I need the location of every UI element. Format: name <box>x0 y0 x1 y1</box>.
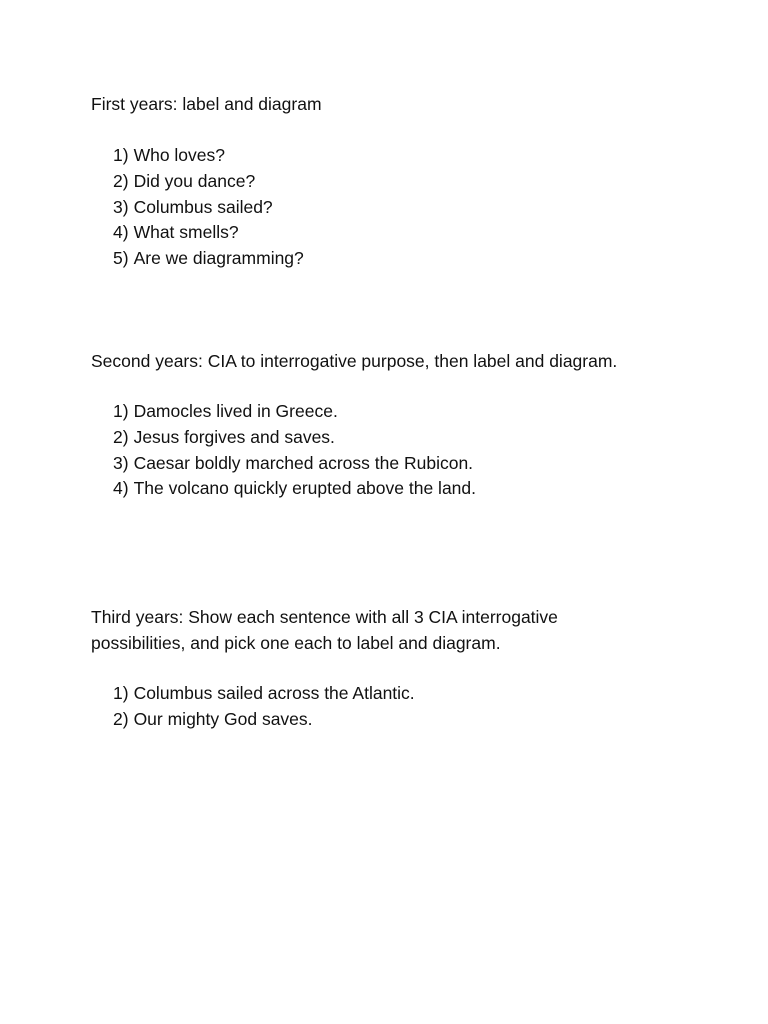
item-text: Our mighty God saves. <box>133 708 313 729</box>
item-text: Columbus sailed across the Atlantic. <box>133 683 415 703</box>
list-item <box>113 707 415 733</box>
item-number: 1) <box>113 683 129 703</box>
list-item <box>113 220 304 246</box>
item-text: The volcano quickly erupted above the land. <box>133 478 477 499</box>
item-text: Damocles lived in Greece. <box>133 401 338 421</box>
item-text: Are we diagramming? <box>133 248 304 269</box>
section-heading-third-years: Third years: Show each sentence with all 3 CIA interrogative possibilities, and pick one each to label and diagram. <box>91 607 558 653</box>
item-number: 3) <box>113 196 129 217</box>
list-item <box>113 425 476 451</box>
section-heading-first-years: First years: label and diagram <box>91 94 322 114</box>
list-item <box>113 143 304 169</box>
list-item <box>113 195 304 221</box>
list-item <box>113 681 415 707</box>
item-text: Jesus forgives and saves. <box>133 426 335 447</box>
list-item <box>113 399 476 425</box>
list-item <box>113 246 304 272</box>
item-text: Columbus sailed? <box>133 196 273 217</box>
item-number: 1) <box>113 145 129 165</box>
list-item <box>113 169 304 195</box>
item-number: 2) <box>113 708 129 729</box>
question-list-second-years <box>113 399 476 502</box>
question-list-first-years <box>113 143 304 272</box>
item-number: 5) <box>113 248 129 269</box>
item-number: 2) <box>113 170 129 191</box>
item-text: Caesar boldly marched across the Rubicon. <box>133 452 474 473</box>
section-heading-second-years: Second years: CIA to interrogative purpose, then label and diagram. <box>91 351 618 371</box>
item-number: 4) <box>113 222 129 243</box>
item-text: What smells? <box>133 222 239 243</box>
item-number: 1) <box>113 401 129 421</box>
list-item <box>113 451 476 477</box>
item-text: Who loves? <box>133 145 225 165</box>
list-item <box>113 476 476 502</box>
item-number: 4) <box>113 478 129 499</box>
question-list-third-years <box>113 681 415 733</box>
item-text: Did you dance? <box>133 170 256 191</box>
item-number: 2) <box>113 426 129 447</box>
item-number: 3) <box>113 452 129 473</box>
